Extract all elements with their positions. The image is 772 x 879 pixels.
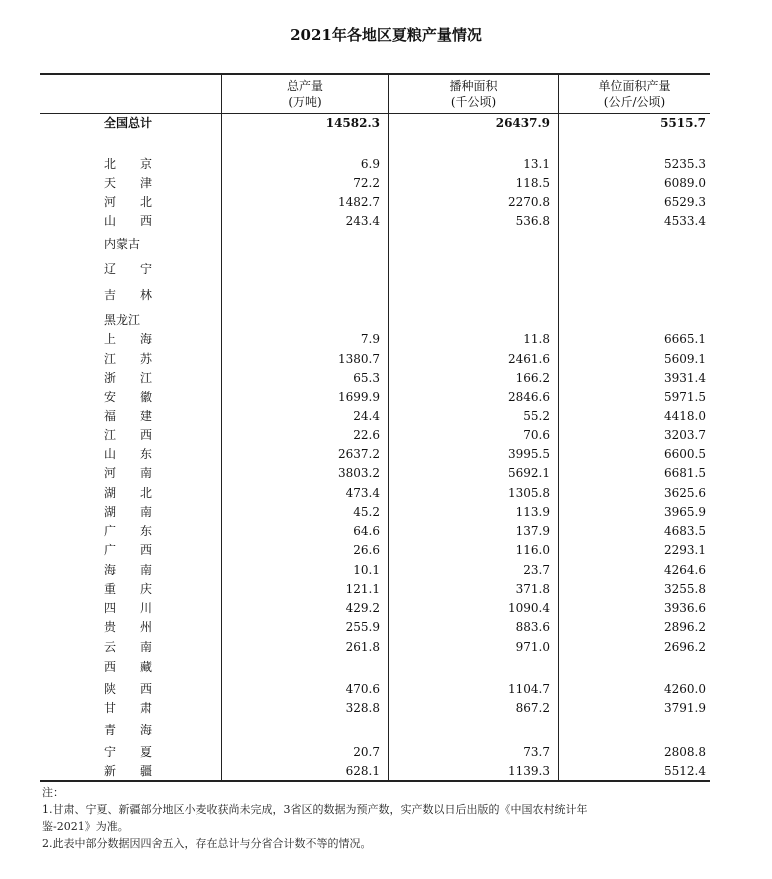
table-row xyxy=(40,260,710,278)
output-cell: 20.7 xyxy=(353,745,380,759)
output-cell: 6.9 xyxy=(360,157,380,171)
table-row xyxy=(40,699,710,717)
output-cell: 1380.7 xyxy=(338,352,380,366)
output-cell: 45.2 xyxy=(353,505,380,519)
region-name: 宁 夏 xyxy=(104,745,153,759)
output-cell: 2637.2 xyxy=(338,447,380,461)
output-cell: 7.9 xyxy=(360,332,380,346)
table-row xyxy=(40,658,710,676)
yield-cell: 3931.4 xyxy=(664,371,706,385)
output-cell: 10.1 xyxy=(353,563,380,577)
yield-cell: 3625.6 xyxy=(664,486,706,500)
table-row xyxy=(40,762,710,780)
yield-cell: 5512.4 xyxy=(664,764,706,778)
region-name: 广 西 xyxy=(104,543,153,557)
area-cell: 13.1 xyxy=(523,157,550,171)
footnotes xyxy=(42,784,702,852)
region-name: 北 京 xyxy=(104,157,153,171)
header-area xyxy=(389,75,558,113)
table-row xyxy=(40,311,710,329)
area-cell: 137.9 xyxy=(515,524,550,538)
area-cell: 2846.6 xyxy=(508,390,550,404)
yield-cell: 5235.3 xyxy=(664,157,706,171)
table-row xyxy=(40,350,710,368)
region-name: 海 南 xyxy=(104,563,153,577)
area-cell: 2270.8 xyxy=(508,195,550,209)
header-area-name: 播种面积 xyxy=(449,79,498,93)
yield-cell: 6665.1 xyxy=(664,332,706,346)
yield-cell: 2896.2 xyxy=(664,620,706,634)
footnote-label: 注： xyxy=(42,786,64,799)
output-cell: 628.1 xyxy=(345,764,380,778)
yield-cell: 4533.4 xyxy=(664,214,706,228)
output-cell: 65.3 xyxy=(353,371,380,385)
output-cell: 1699.9 xyxy=(338,390,380,404)
area-cell: 536.8 xyxy=(515,214,550,228)
area-cell: 55.2 xyxy=(523,409,550,423)
region-name: 安 徽 xyxy=(104,390,153,404)
total-yield: 5515.7 xyxy=(660,116,706,130)
output-cell: 255.9 xyxy=(345,620,380,634)
region-name: 河 北 xyxy=(104,195,153,209)
region-name: 广 东 xyxy=(104,524,153,538)
table-row xyxy=(40,464,710,482)
region-name: 浙 江 xyxy=(104,371,153,385)
region-name: 青 海 xyxy=(104,723,153,737)
table-row xyxy=(40,599,710,617)
area-cell: 73.7 xyxy=(523,745,550,759)
region-name: 黑龙江 xyxy=(104,313,141,327)
area-cell: 971.0 xyxy=(515,640,550,654)
output-cell: 64.6 xyxy=(353,524,380,538)
table-row xyxy=(40,541,710,559)
area-cell: 166.2 xyxy=(515,371,550,385)
table-row xyxy=(40,193,710,211)
region-name: 重 庆 xyxy=(104,582,153,596)
yield-cell: 5971.5 xyxy=(664,390,706,404)
table-row xyxy=(40,638,710,656)
yield-cell: 3965.9 xyxy=(664,505,706,519)
output-cell: 121.1 xyxy=(345,582,380,596)
footnote-1-continued: 鉴-2021》为准。 xyxy=(42,820,129,833)
yield-cell: 5609.1 xyxy=(664,352,706,366)
header-yield xyxy=(559,75,710,113)
output-cell: 328.8 xyxy=(345,701,380,715)
region-name: 河 南 xyxy=(104,466,153,480)
output-cell: 429.2 xyxy=(345,601,380,615)
area-cell: 371.8 xyxy=(515,582,550,596)
region-name: 西 藏 xyxy=(104,660,153,674)
region-name: 甘 肃 xyxy=(104,701,153,715)
area-cell: 70.6 xyxy=(523,428,550,442)
table-row xyxy=(40,503,710,521)
output-cell: 243.4 xyxy=(345,214,380,228)
table-row xyxy=(40,369,710,387)
yield-cell: 6089.0 xyxy=(664,176,706,190)
table-row xyxy=(40,235,710,253)
region-name: 湖 北 xyxy=(104,486,153,500)
yield-cell: 6600.5 xyxy=(664,447,706,461)
header-output-unit: (万吨) xyxy=(288,95,322,109)
yield-cell: 2293.1 xyxy=(664,543,706,557)
total-area: 26437.9 xyxy=(495,116,550,130)
table-row xyxy=(40,618,710,636)
region-name: 山 西 xyxy=(104,214,153,228)
table-row xyxy=(40,561,710,579)
footnote-2: 2.此表中部分数据因四舍五入，存在总计与分省合计数不等的情况。 xyxy=(42,837,372,850)
region-name: 新 疆 xyxy=(104,764,153,778)
region-name: 湖 南 xyxy=(104,505,153,519)
area-cell: 1104.7 xyxy=(508,682,550,696)
region-name: 内蒙古 xyxy=(104,237,141,251)
area-cell: 2461.6 xyxy=(508,352,550,366)
page-title: 2021年各地区夏粮产量情况 xyxy=(290,26,482,44)
yield-cell: 4683.5 xyxy=(664,524,706,538)
area-cell: 113.9 xyxy=(515,505,550,519)
yield-cell: 4264.6 xyxy=(664,563,706,577)
region-name: 辽 宁 xyxy=(104,262,153,276)
table-row xyxy=(40,426,710,444)
region-name: 陕 西 xyxy=(104,682,153,696)
area-cell: 5692.1 xyxy=(508,466,550,480)
table-row xyxy=(40,743,710,761)
yield-cell: 6681.5 xyxy=(664,466,706,480)
region-name: 云 南 xyxy=(104,640,153,654)
area-cell: 11.8 xyxy=(523,332,550,346)
yield-cell: 4418.0 xyxy=(664,409,706,423)
header-yield-name: 单位面积产量 xyxy=(598,79,671,93)
yield-cell: 3255.8 xyxy=(664,582,706,596)
region-name: 山 东 xyxy=(104,447,153,461)
region-name: 上 海 xyxy=(104,332,153,346)
table-row xyxy=(40,174,710,192)
table-row xyxy=(40,484,710,502)
area-cell: 867.2 xyxy=(515,701,550,715)
region-name: 福 建 xyxy=(104,409,153,423)
yield-cell: 3203.7 xyxy=(664,428,706,442)
total-row xyxy=(40,114,710,132)
output-cell: 261.8 xyxy=(345,640,380,654)
area-cell: 1090.4 xyxy=(508,601,550,615)
yield-cell: 4260.0 xyxy=(664,682,706,696)
area-cell: 118.5 xyxy=(515,176,550,190)
region-name: 江 西 xyxy=(104,428,153,442)
area-cell: 116.0 xyxy=(515,543,550,557)
region-name: 四 川 xyxy=(104,601,153,615)
output-cell: 24.4 xyxy=(353,409,380,423)
region-name: 天 津 xyxy=(104,176,153,190)
header-area-unit: (千公顷) xyxy=(450,95,497,109)
total-output: 14582.3 xyxy=(325,116,380,130)
output-cell: 473.4 xyxy=(345,486,380,500)
region-name: 贵 州 xyxy=(104,620,153,634)
total-name: 全国总计 xyxy=(104,116,153,130)
table-row xyxy=(40,286,710,304)
output-cell: 26.6 xyxy=(353,543,380,557)
output-cell: 3803.2 xyxy=(338,466,380,480)
yield-cell: 3936.6 xyxy=(664,601,706,615)
area-cell: 883.6 xyxy=(515,620,550,634)
table-row xyxy=(40,155,710,173)
yield-cell: 2696.2 xyxy=(664,640,706,654)
table-row xyxy=(40,388,710,406)
region-name: 江 苏 xyxy=(104,352,153,366)
header-yield-unit: (公斤/公顷) xyxy=(603,95,666,109)
table-row xyxy=(40,580,710,598)
output-cell: 72.2 xyxy=(353,176,380,190)
area-cell: 1305.8 xyxy=(508,486,550,500)
yield-cell: 6529.3 xyxy=(664,195,706,209)
table-row xyxy=(40,407,710,425)
header-output xyxy=(222,75,388,113)
yield-cell: 3791.9 xyxy=(664,701,706,715)
footnote-1: 1.甘肃、宁夏、新疆部分地区小麦收获尚未完成，3省区的数据为预产数，实产数以日后出版的《中国农村统计年 xyxy=(42,803,588,816)
table-row xyxy=(40,212,710,230)
header-output-name: 总产量 xyxy=(286,79,323,93)
table-row xyxy=(40,721,710,739)
output-cell: 470.6 xyxy=(345,682,380,696)
region-name: 吉 林 xyxy=(104,288,153,302)
table-bottom-rule xyxy=(40,780,710,782)
area-cell: 1139.3 xyxy=(508,764,550,778)
table-row xyxy=(40,330,710,348)
area-cell: 23.7 xyxy=(523,563,550,577)
yield-cell: 2808.8 xyxy=(664,745,706,759)
area-cell: 3995.5 xyxy=(508,447,550,461)
table-row xyxy=(40,522,710,540)
output-cell: 1482.7 xyxy=(338,195,380,209)
table-row xyxy=(40,680,710,698)
table-row xyxy=(40,445,710,463)
output-cell: 22.6 xyxy=(353,428,380,442)
